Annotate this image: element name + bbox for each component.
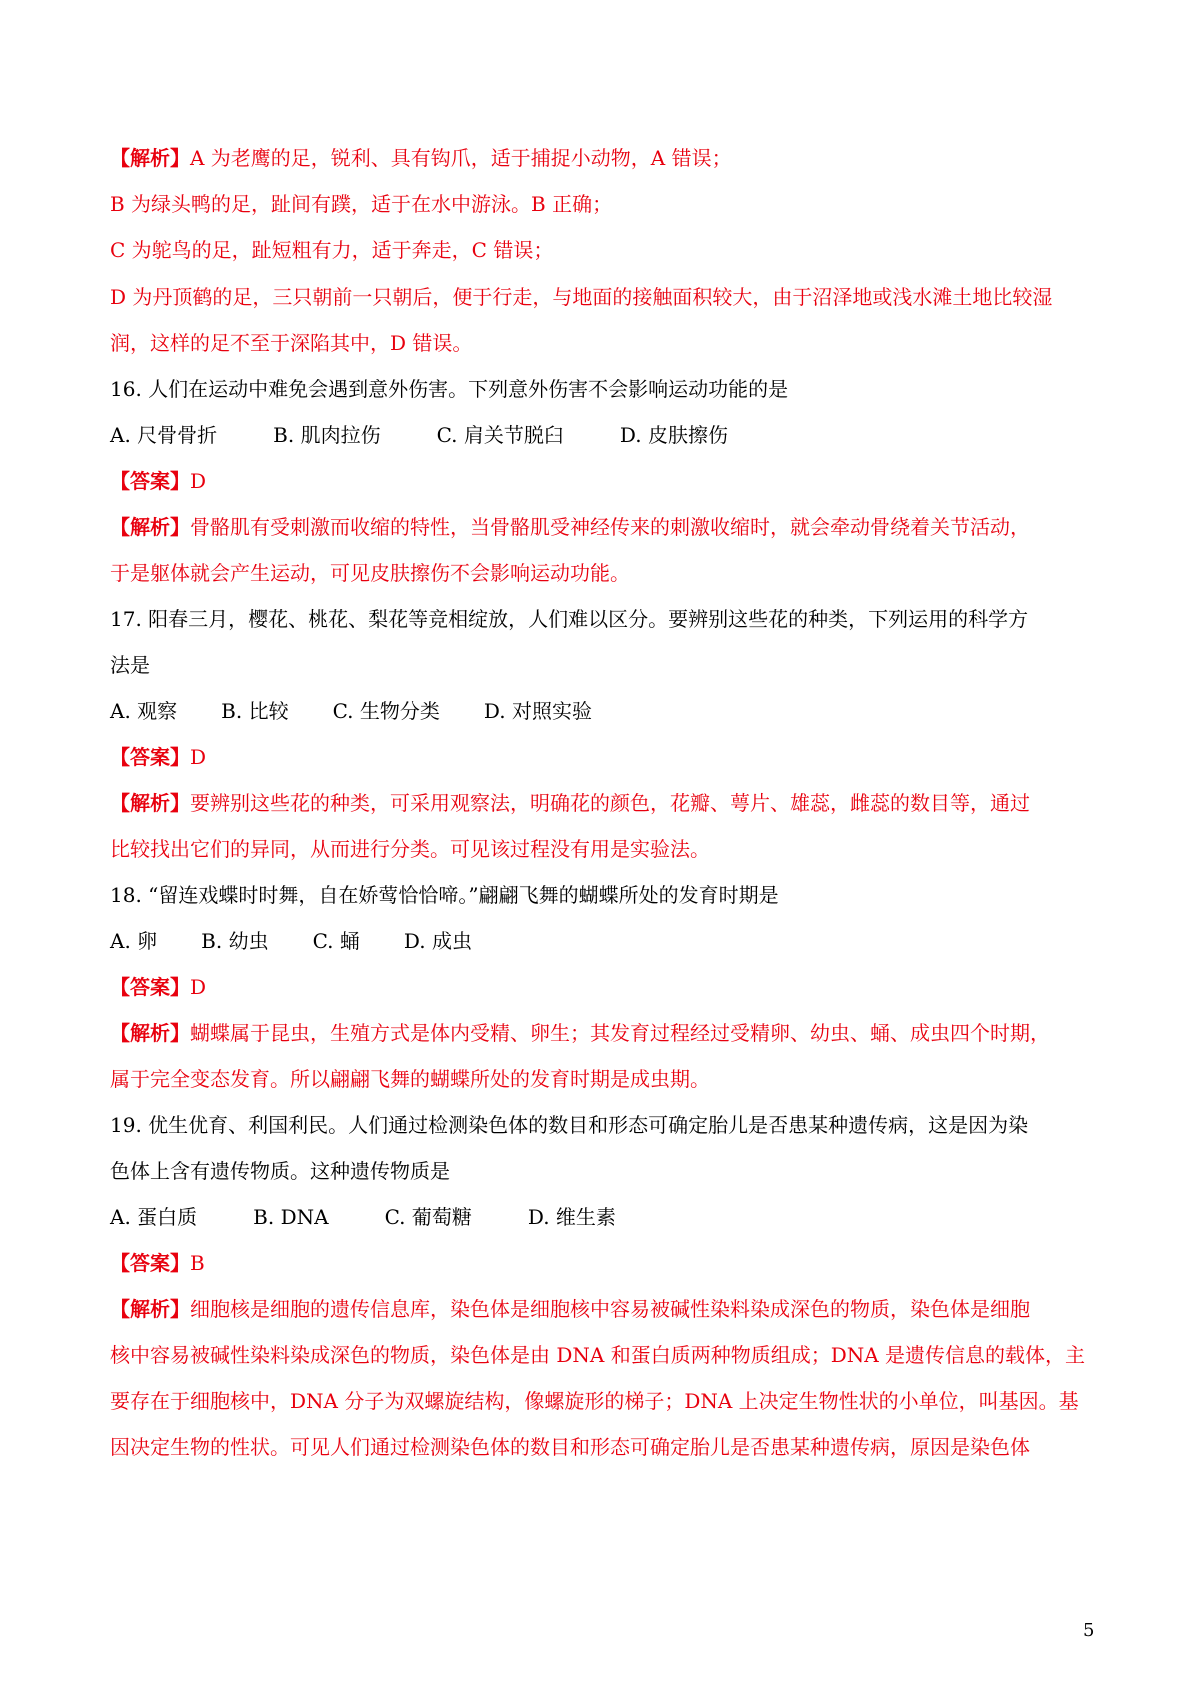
- question-18-analysis-1: 【解析】蝴蝶属于昆虫，生殖方式是体内受精、卵生；其发育过程经过受精卵、幼虫、蛹、成虫四个时期，: [110, 1021, 1050, 1045]
- answer-value: D: [190, 745, 207, 769]
- question-16-options: [110, 421, 1100, 449]
- question-16-answer: 【答案】D: [110, 469, 207, 493]
- answer-value: D: [190, 975, 207, 999]
- analysis-15-line-5: 润，这样的足不至于深陷其中，D 错误。: [110, 331, 473, 355]
- question-19-options: [110, 1203, 1100, 1231]
- question-17-stem-2: 法是: [110, 653, 150, 677]
- option-b: B. DNA: [253, 1205, 329, 1229]
- analysis-15-line-1: 【解析】A 为老鹰的足，锐利、具有钩爪，适于捕捉小动物，A 错误；: [110, 146, 732, 170]
- question-19-analysis-2: 核中容易被碱性染料染成深色的物质，染色体是由 DNA 和蛋白质两种物质组成；DNA 是遗传信息的载体，主: [110, 1343, 1086, 1367]
- question-18-analysis-2: 属于完全变态发育。所以翩翩飞舞的蝴蝶所处的发育时期是成虫期。: [110, 1067, 710, 1091]
- question-17-answer: 【答案】D: [110, 745, 207, 769]
- question-19-answer: 【答案】B: [110, 1251, 205, 1275]
- analysis-15-line-4: D 为丹顶鹤的足，三只朝前一只朝后，便于行走，与地面的接触面积较大，由于沼泽地或浅水滩土地比较湿: [110, 285, 1053, 309]
- option-a: A. 蛋白质: [110, 1205, 198, 1229]
- option-b: B. 肌肉拉伤: [273, 423, 381, 447]
- question-16-analysis-1: 【解析】骨骼肌有受刺激而收缩的特性，当骨骼肌受神经传来的刺激收缩时，就会牵动骨绕着关节活动，: [110, 515, 1030, 539]
- question-19-stem-2: 色体上含有遗传物质。这种遗传物质是: [110, 1159, 450, 1183]
- option-d: D. 对照实验: [483, 699, 592, 723]
- question-18-options: [110, 927, 1100, 955]
- answer-value: B: [190, 1251, 205, 1275]
- question-16-stem: 16. 人们在运动中难免会遇到意外伤害。下列意外伤害不会影响运动功能的是: [110, 377, 789, 401]
- question-19-analysis-1: 【解析】细胞核是细胞的遗传信息库，染色体是细胞核中容易被碱性染料染成深色的物质，染色体是细胞: [110, 1297, 1030, 1321]
- question-18-stem: 18. “留连戏蝶时时舞，自在娇莺恰恰啼。”翩翩飞舞的蝴蝶所处的发育时期是: [110, 883, 779, 907]
- option-d: D. 成虫: [403, 929, 472, 953]
- question-17-analysis-2: 比较找出它们的异同，从而进行分类。可见该过程没有用是实验法。: [110, 837, 710, 861]
- option-a: A. 卵: [110, 929, 158, 953]
- page-number: 5: [1083, 1620, 1095, 1641]
- analysis-15-line-2: B 为绿头鸭的足，趾间有蹼，适于在水中游泳。B 正确；: [110, 192, 613, 216]
- question-18-answer: 【答案】D: [110, 975, 207, 999]
- question-16-analysis-2: 于是躯体就会产生运动，可见皮肤擦伤不会影响运动功能。: [110, 561, 630, 585]
- option-d: D. 皮肤擦伤: [619, 423, 728, 447]
- option-c: C. 生物分类: [332, 699, 440, 723]
- question-19-analysis-3: 要存在于细胞核中，DNA 分子为双螺旋结构，像螺旋形的梯子；DNA 上决定生物性状的小单位，叫基因。基: [110, 1389, 1079, 1413]
- analysis-tag: 【解析】: [110, 146, 190, 170]
- option-c: C. 葡萄糖: [384, 1205, 472, 1229]
- question-19-analysis-4: 因决定生物的性状。可见人们通过检测染色体的数目和形态可确定胎儿是否患某种遗传病，原因是染色体: [110, 1435, 1030, 1459]
- option-a: A. 观察: [110, 699, 178, 723]
- option-c: C. 蛹: [312, 929, 360, 953]
- option-b: B. 比较: [221, 699, 289, 723]
- question-17-analysis-1: 【解析】要辨别这些花的种类，可采用观察法，明确花的颜色，花瓣、萼片、雄蕊，雌蕊的数目等，通过: [110, 791, 1030, 815]
- option-c: C. 肩关节脱臼: [436, 423, 564, 447]
- answer-value: D: [190, 469, 207, 493]
- question-19-stem-1: 19. 优生优育、利国利民。人们通过检测染色体的数目和形态可确定胎儿是否患某种遗传病，这是因为染: [110, 1113, 1029, 1137]
- analysis-15-line-3: C 为鸵鸟的足，趾短粗有力，适于奔走，C 错误；: [110, 238, 554, 262]
- option-a: A. 尺骨骨折: [110, 423, 218, 447]
- question-17-options: [110, 697, 1100, 725]
- option-b: B. 幼虫: [201, 929, 269, 953]
- option-d: D. 维生素: [527, 1205, 616, 1229]
- question-17-stem-1: 17. 阳春三月，樱花、桃花、梨花等竞相绽放，人们难以区分。要辨别这些花的种类，下列运用的科学方: [110, 607, 1029, 631]
